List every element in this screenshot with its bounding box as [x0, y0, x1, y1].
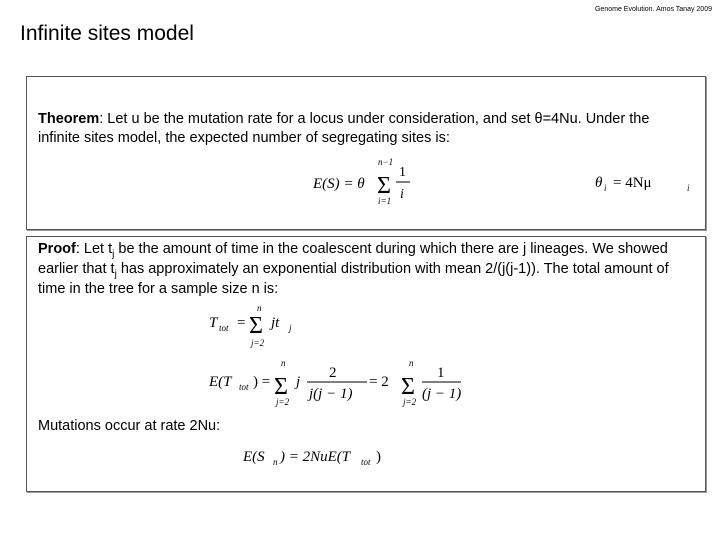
svg-text:= 2: = 2	[369, 374, 389, 390]
expected-segregating-sites-n-equation	[243, 443, 393, 469]
svg-text:n: n	[409, 358, 414, 368]
svg-text:j(j − 1): j(j − 1)	[309, 386, 353, 402]
svg-text:(j − 1): (j − 1)	[422, 386, 462, 402]
proof-paragraph: Proof: Let $t_j$ be the amount of time in the coalescent during which there are j lineages. We showed earlier that $t_j$ has approximately an exponential distribution with mean 2/(j(j-1)). The total amount of time in the tree for a sample size n is:	[38, 241, 669, 297]
svg-text:tot: tot	[361, 457, 371, 467]
sum-sign: Σ	[249, 313, 263, 339]
eq-sum-bottom: i=1	[378, 196, 392, 206]
svg-text:n: n	[273, 457, 278, 467]
theta-symbol: θ	[595, 175, 603, 191]
total-time-equation	[207, 303, 317, 349]
expected-total-time-equation	[209, 359, 469, 407]
slide-title: Infinite sites model	[20, 22, 194, 45]
eq-frac-denominator: i	[400, 187, 404, 202]
svg-text:jt: jt	[271, 315, 280, 331]
theorem-label: Theorem	[38, 111, 100, 127]
svg-text:j: j	[289, 323, 292, 333]
eq-lhs: E(S) = θ	[313, 176, 365, 192]
svg-text:T: T	[209, 315, 218, 331]
svg-text:=: =	[237, 315, 246, 331]
theta-definition-equation	[595, 173, 705, 197]
svg-text:1: 1	[437, 365, 445, 381]
eq-frac-numerator: 1	[399, 165, 406, 180]
svg-text:2: 2	[329, 365, 337, 381]
proof-box	[26, 236, 706, 492]
svg-text:j=2: j=2	[276, 397, 290, 407]
eq-sum-top: n−1	[378, 157, 394, 167]
proof-label: Proof	[38, 241, 76, 257]
svg-text:E(S: E(S	[243, 449, 265, 465]
svg-text:n: n	[281, 358, 286, 368]
svg-text:): )	[376, 449, 381, 465]
svg-text:tot: tot	[239, 382, 249, 392]
svg-text:) = 2NuE(T: ) = 2NuE(T	[280, 449, 351, 465]
theorem-box	[26, 76, 706, 230]
theorem-paragraph	[38, 110, 691, 148]
svg-text:) =: ) =	[253, 374, 271, 390]
theta-subscript: i	[604, 183, 607, 193]
eq-sum-sign: Σ	[377, 173, 391, 199]
theta-rhs-subscript: i	[687, 183, 690, 193]
mutations-text: Mutations occur at rate 2Nu:	[38, 418, 221, 434]
svg-text:j=2: j=2	[403, 397, 417, 407]
svg-text:tot: tot	[219, 323, 229, 333]
svg-text:n: n	[257, 303, 262, 313]
expected-segregating-sites-equation	[307, 157, 427, 211]
theta-rhs: = 4Nμ	[613, 175, 652, 191]
svg-text:j: j	[296, 374, 301, 390]
svg-text:E(T: E(T	[209, 374, 232, 390]
theorem-text: : Let u be the mutation rate for a locus under consideration, and set θ=4Nu. Under the infinite sites model, the expected number of segregating sites is:	[38, 111, 650, 146]
svg-text:j=2: j=2	[251, 338, 265, 348]
sum-sign: Σ	[274, 374, 288, 400]
header-credit: Genome Evolution. Amos Tanay 2009	[594, 6, 712, 13]
sum-sign: Σ	[401, 374, 415, 400]
